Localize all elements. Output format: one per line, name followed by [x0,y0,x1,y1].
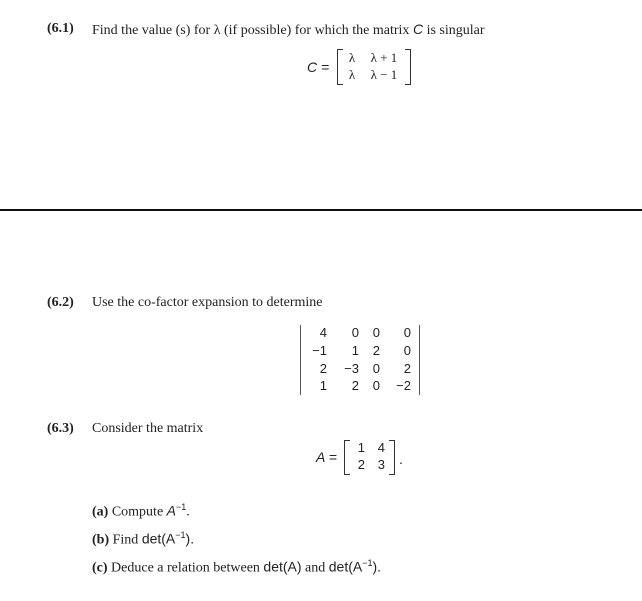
q1-lhs-label: C = [307,59,330,75]
q1-matrix-cell: λ [348,67,356,82]
part-label: (b) [92,532,110,548]
q3-matrix-cell: 4 [377,440,385,455]
part-math: det(A [141,530,176,547]
q1-lhs [307,59,329,75]
q3-part-b [92,530,194,549]
q2-matrix-cell: 0 [351,325,359,340]
q2-matrix-cell: 0 [372,325,380,340]
part-post: ). [372,558,382,575]
part-math-1: det(A) [263,558,302,575]
q3-matrix-cell: 1 [357,440,365,455]
section-divider [0,209,642,211]
q1-text [92,21,485,39]
part-text: Find [112,532,139,548]
part-post: . [186,504,190,520]
q1-number: (6.1) [47,21,74,36]
q1-matrix-name: C [412,21,424,37]
q1-matrix-cell: λ − 1 [370,67,398,82]
q2-matrix-cell: 2 [372,343,380,358]
part-text: Deduce a relation between [111,560,260,576]
part-sup: −1 [362,558,373,568]
q1-matrix-cell: λ + 1 [370,50,398,65]
part-math-2: det(A [328,558,363,575]
part-label: (a) [92,504,109,520]
q2-matrix-cell: −3 [344,361,359,376]
part-sup: −1 [176,502,187,512]
q2-matrix-cell: 1 [351,343,359,358]
q3-trailing-period: . [399,451,403,467]
q3-part-c [92,558,381,577]
q2-matrix-cell: 4 [319,325,327,340]
q2-matrix-cell: 0 [403,325,411,340]
q3-matrix-cell: 3 [377,457,385,472]
q2-text: Use the co-factor expansion to determine [92,295,323,310]
q2-matrix-cell: −1 [312,343,327,358]
q3-number: (6.3) [47,421,74,436]
q1-matrix-cell: λ [348,50,356,65]
q2-det-left-bar [300,325,301,395]
q3-right-bracket [389,440,395,475]
q2-matrix-cell: 2 [351,378,359,393]
q2-number: (6.2) [47,295,74,310]
q2-matrix-cell: −2 [396,378,411,393]
q2-matrix-cell: 0 [403,343,411,358]
q3-part-a [92,502,190,521]
q2-matrix-cell: 2 [319,361,327,376]
q3-matrix-cell: 2 [357,457,365,472]
q1-text-end: is singular [426,23,485,38]
q2-matrix-cell: 1 [319,378,327,393]
q2-matrix-cell: 2 [403,361,411,376]
q2-matrix-cell: 0 [372,378,380,393]
part-text: Compute [111,504,164,520]
part-math: A [166,502,177,519]
q2-matrix-cell: 0 [372,361,380,376]
q1-text-main: Find the value (s) for λ (if possible) for which the matrix [92,23,410,38]
part-mid: and [305,560,326,576]
part-post: ). [185,530,195,547]
q3-text: Consider the matrix [92,421,204,436]
part-label: (c) [92,560,108,576]
part-sup: −1 [175,530,186,540]
q3-lhs: A = [316,449,337,465]
q2-det-right-bar [419,325,420,395]
